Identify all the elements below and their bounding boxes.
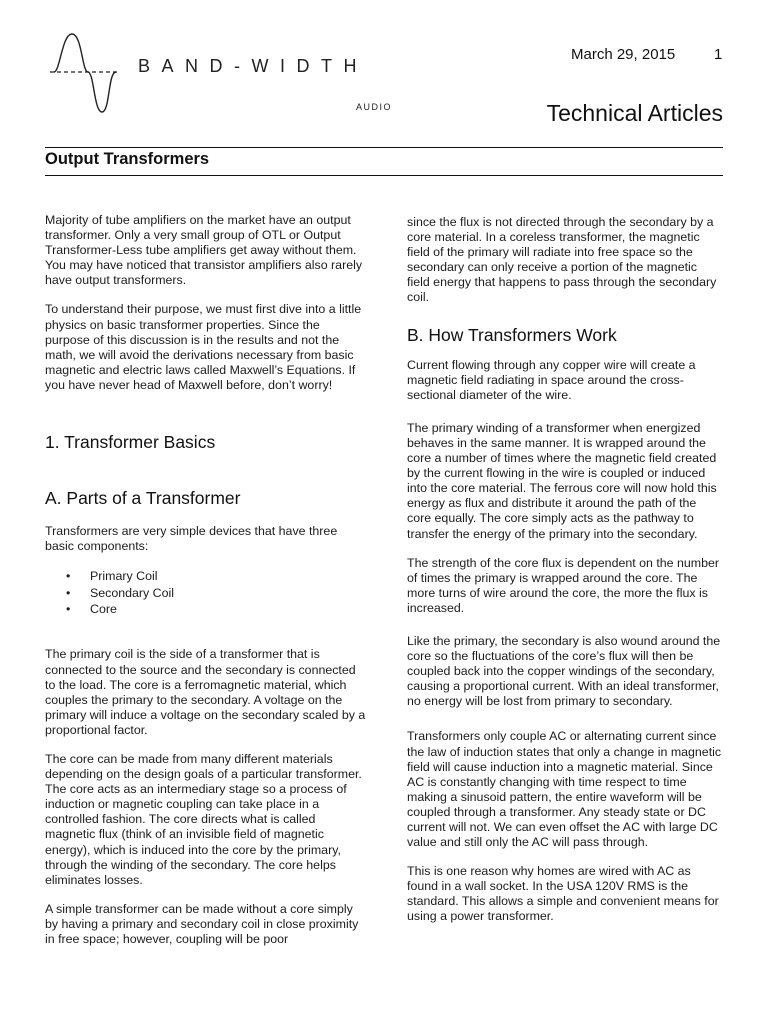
list-item: • Core xyxy=(90,601,367,617)
logo-wordmark: BAND-WIDTH xyxy=(138,56,368,76)
logo-subtext: AUDIO xyxy=(356,102,393,112)
section-heading-transformer-basics: 1. Transformer Basics xyxy=(45,432,216,453)
company-logo xyxy=(48,28,416,120)
components-list xyxy=(45,568,367,617)
title-rule-bottom xyxy=(45,175,723,176)
list-item: • Primary Coil xyxy=(90,568,367,584)
paragraph: The primary winding of a transformer when energized behaves in the same manner. It is wrapped around the core a number of times where the magnetic field created by the current flowing in the wire is coupled or induced into the core material. The ferrous core will now hold this energy as flux and distribute it around the path of the core equally. The core simply acts as the pathway to transfer the energy of the primary into the secondary. xyxy=(407,420,717,541)
paragraph: A simple transformer can be made without a core simply by having a primary and secondary coil in close proximity in free space; however, coupling will be poor xyxy=(45,901,359,947)
subsection-heading-parts: A. Parts of a Transformer xyxy=(45,488,241,509)
paragraph: Transformers are very simple devices that have three basic components: xyxy=(45,524,338,554)
paragraph: This is one reason why homes are wired with AC as found in a wall socket. In the USA 120V RMS is the standard. This allows a simple and convenient means for using a power transformer. xyxy=(407,864,719,924)
list-item: • Secondary Coil xyxy=(90,585,367,601)
right-column xyxy=(407,215,723,939)
section-heading: Technical Articles xyxy=(546,100,723,126)
page-number: 1 xyxy=(714,46,723,63)
waveform-logo-icon xyxy=(48,28,138,120)
paragraph: The strength of the core flux is dependent on the number of times the primary is wrapped around the core. The more turns of wire around the core, the more the flux is increased. xyxy=(407,555,720,615)
paragraph: The core can be made from many different materials depending on the design goals of a particular transformer. The core acts as an intermediary stage so a process of induction or magnetic coupling can take place in a controlled fashion. The core directs what is called magnetic flux (think of an invisible field of magnetic energy), which is induced into the core by the primary, through the winding of the secondary. The core helps eliminates losses. xyxy=(45,752,362,887)
subsection-heading-how-works: B. How Transformers Work xyxy=(407,324,617,345)
title-rule-top xyxy=(45,147,723,148)
paragraph: since the flux is not directed through the secondary by a core material. In a coreless transformer, the magnetic field of the primary will radiate into free space so the secondary can only receive a portion of the magnetic field energy that happens to pass through the secondary coil. xyxy=(407,215,717,305)
paragraph: Like the primary, the secondary is also wound around the core so the fluctuations of the core’s flux will then be coupled back into the copper windings of the secondary, causing a proportional current. With an ideal transformer, no energy will be lost from primary to secondary. xyxy=(407,633,721,709)
document-date: March 29, 2015 xyxy=(571,46,676,63)
document-title: Output Transformers xyxy=(45,150,210,168)
left-column xyxy=(45,213,367,961)
paragraph: The primary coil is the side of a transformer that is connected to the source and the secondary is connected to the load. The core is a ferromagnetic material, which couples the primary to the secondary. A voltage on the primary will induce a voltage on the secondary scaled by a proportional factor. xyxy=(45,647,366,737)
paragraph: Transformers only couple AC or alternating current since the law of induction states that only a change in magnetic field will cause induction into a magnetic material. Since AC is constantly changing with time respect to time making a sinusoid pattern, the entire waveform will be coupled through a transformer. Any steady state or DC current will not. We can even offset the AC with large DC value and still only the AC will pass through. xyxy=(407,729,722,850)
paragraph: To understand their purpose, we must first dive into a little physics on basic transformer properties. Since the purpose of this discussion is in the results and not the math, we will avoid the derivations necessary from basic magnetic and electric laws called Maxwell’s Equations. If you have never head of Maxwell before, don’t worry! xyxy=(45,302,362,392)
paragraph: Current flowing through any copper wire will create a magnetic field radiating in space around the cross-sectional diameter of the wire. xyxy=(407,357,696,402)
paragraph: Majority of tube amplifiers on the market have an output transformer. Only a very small group of OTL or Output Transformer-Less tube amplifiers get away without them. You may have noticed that transistor amplifiers also rarely have output transformers. xyxy=(45,213,363,288)
